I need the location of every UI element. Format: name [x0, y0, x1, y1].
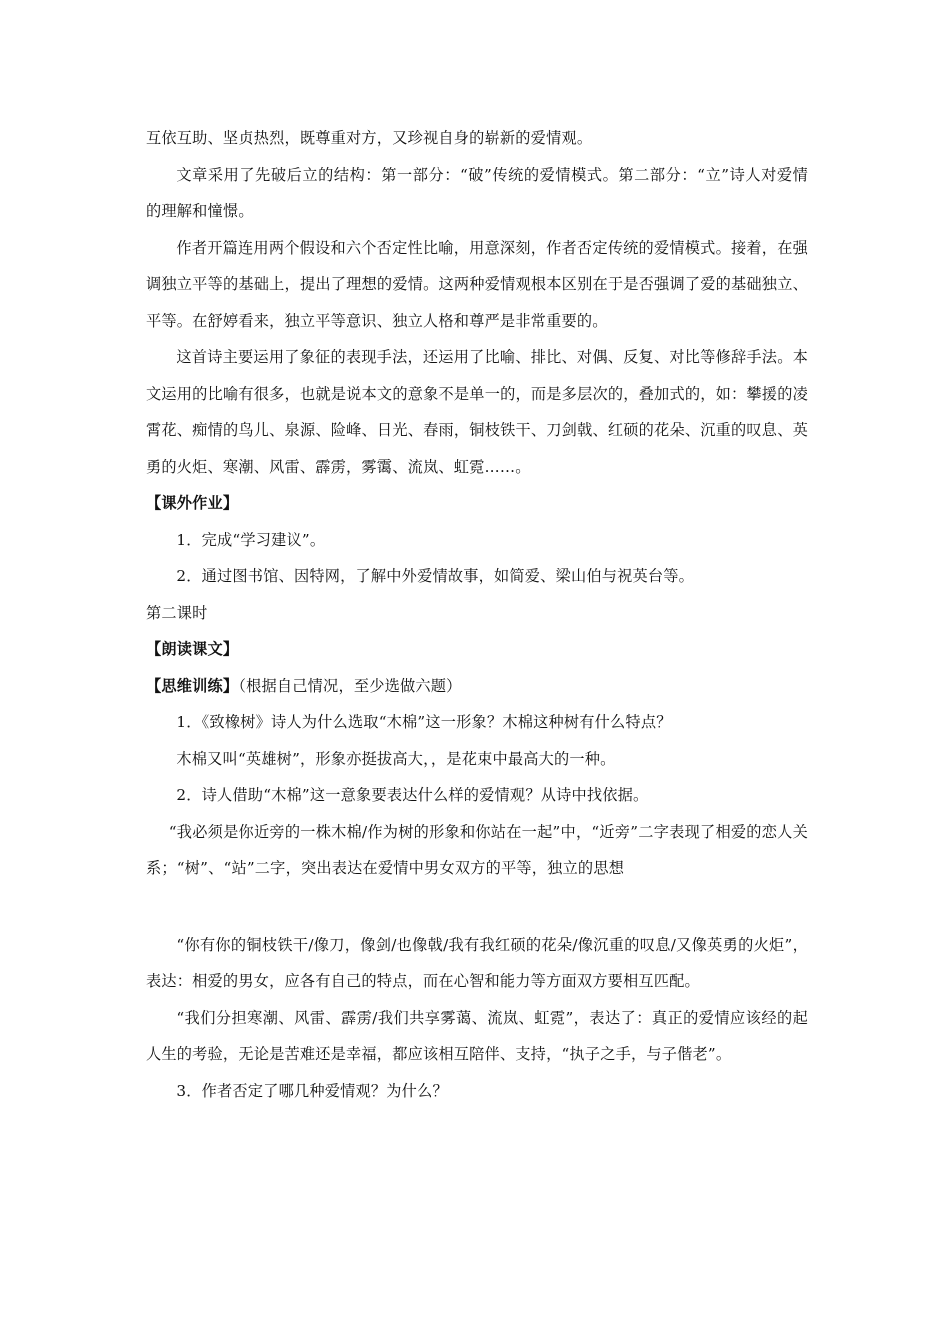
document-body	[146, 120, 808, 1109]
reading-heading: 【朗读课文】	[146, 640, 239, 658]
lesson2-title: 第二课时	[146, 603, 208, 622]
thinking-note: （根据自己情况，至少选做六题）	[238, 676, 462, 695]
answer-2-part-3: “我们分担寒潮、风雷、霹雳/我们共享雾蔼、流岚、虹霓”，表达了：真正的爱情应该经的起人生的考验，无论是苦难还是幸福，都应该相互陪伴、支持，“执子之手，与子偕老”。	[146, 1008, 808, 1063]
paragraph-technique: 这首诗主要运用了象征的表现手法，还运用了比喻、排比、对偶、反复、对比等修辞手法。本文运用的比喻有很多，也就是说本文的意象不是单一的，而是多层次的，叠加式的，如：攀援的凌霄花、痴情的鸟儿、泉源、险峰、日光、春雨，铜枝铁干、刀剑戟、红硕的花朵、沉重的叹息、英勇的火炬、寒潮、风雷、霹雳，雾霭、流岚、虹霓……。	[146, 348, 808, 476]
answer-2-part-1: “我必须是你近旁的一株木棉/作为树的形象和你站在一起”中，“近旁”二字表现了相爱的恋人关系；“树”、“站”二字，突出表达在爱情中男女双方的平等，独立的思想	[146, 822, 808, 877]
question-2: 2．诗人借助“木棉”这一意象要表达什么样的爱情观？从诗中找依据。	[176, 786, 649, 804]
paragraph-continuation: 互依互助、坚贞热烈，既尊重对方，又珍视自身的崭新的爱情观。	[146, 129, 593, 147]
homework-heading: 【课外作业】	[146, 494, 239, 512]
thinking-heading-line	[146, 668, 808, 705]
homework-item-2: 2．通过图书馆、因特网，了解中外爱情故事，如简爱、梁山伯与祝英台等。	[176, 567, 695, 585]
paragraph-structure: 文章采用了先破后立的结构：第一部分：“破”传统的爱情模式。第二部分：“立”诗人对爱情的理解和憧憬。	[146, 165, 808, 220]
question-1: 1．《致橡树》诗人为什么选取“木棉”这一形象？木棉这种树有什么特点？	[176, 713, 672, 731]
spacer	[146, 887, 808, 927]
question-3: 3．作者否定了哪几种爱情观？为什么？	[176, 1081, 448, 1100]
paragraph-metaphor: 作者开篇连用两个假设和六个否定性比喻，用意深刻，作者否定传统的爱情模式。接着，在强调独立平等的基础上，提出了理想的爱情。这两种爱情观根本区别在于是否强调了爱的基础独立、平等。在舒婷看来，独立平等意识、独立人格和尊严是非常重要的。	[146, 238, 808, 330]
answer-1: 木棉又叫“英雄树”，形象亦挺拔高大，，是花束中最高大的一种。	[176, 749, 616, 768]
homework-item-1: 1．完成“学习建议”。	[176, 530, 326, 549]
answer-2-part-2: “你有你的铜枝铁干/像刀，像剑/也像戟/我有我红硕的花朵/像沉重的叹息/又像英勇的火炬”，表达：相爱的男女，应各有自己的特点，而在心智和能力等方面双方要相互匹配。	[146, 935, 808, 990]
thinking-heading: 【思维训练】	[146, 676, 239, 695]
